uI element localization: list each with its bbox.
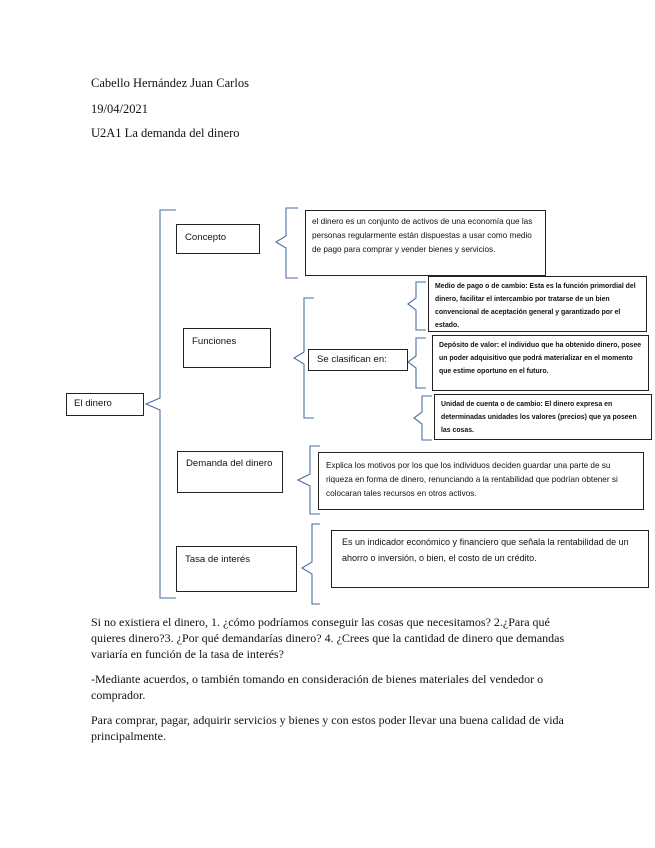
tasa-node — [176, 546, 297, 592]
concepto-brace — [276, 208, 298, 278]
answer-paragraph-2: Para comprar, pagar, adquirir servicios y bienes y con estos poder llevar una buena calidad de vida principalmente. — [91, 713, 564, 743]
concepto-label: Concepto — [185, 232, 227, 243]
funciones-label: Funciones — [192, 336, 237, 347]
item1-brace — [408, 282, 426, 330]
tasa-brace — [302, 524, 320, 604]
document-date: 19/04/2021 — [91, 102, 148, 116]
root-label: El dinero — [74, 398, 112, 409]
document-title: U2A1 La demanda del dinero — [91, 126, 240, 140]
concepto-description: el dinero es un conjunto de activos de una economía que las personas regularmente están dispuestas a usar como medio de pago para comprar y vender bienes y servicios. — [305, 210, 546, 276]
demanda-description: Explica los motivos por los que los individuos deciden guardar una parte de su riqueza en forma de dinero, renunciando a la rentabilidad que podrían obtener si colocaran tales recursos en otros activos. — [318, 452, 644, 510]
function-item-medio-de-pago: Medio de pago o de cambio: Esta es la función primordial del dinero, facilitar el intercambio por tratarse de un bien convencional de aceptación general y garantizado por el estado. — [428, 276, 647, 332]
root-node — [66, 393, 144, 416]
main-brace — [146, 210, 176, 598]
funciones-node — [183, 328, 271, 368]
clasifican-node: Se clasifican en: — [308, 349, 408, 371]
questions-paragraph: Si no existiera el dinero, 1. ¿cómo podríamos conseguir las cosas que necesitamos? 2.¿Para qué quieres dinero?3. ¿Por qué demandarías dinero? 4. ¿Crees que la cantidad de dinero que demandas variaría en función de la tasa de interés? — [91, 615, 565, 661]
tasa-description: Es un indicador económico y financiero que señala la rentabilidad de un ahorro o inversión, o bien, el costo de un crédito. — [331, 530, 649, 588]
author-name: Cabello Hernández Juan Carlos — [91, 76, 249, 90]
function-item-unidad-de-cuenta: Unidad de cuenta o de cambio: El dinero expresa en determinadas unidades los valores (precios) que ya poseen las cosas. — [434, 394, 652, 440]
function-item-deposito-de-valor: Depósito de valor: el individuo que ha obtenido dinero, posee un poder adquisitivo que podrá materializar en el momento que estime oportuno en el futuro. — [432, 335, 649, 391]
item3-brace — [414, 396, 432, 440]
concepto-node — [176, 224, 260, 254]
answer-paragraph-1: -Mediante acuerdos, o también tomando en consideración de bienes materiales del vendedor o comprador. — [91, 672, 544, 702]
demanda-brace — [298, 446, 320, 514]
demanda-node: Demanda del dinero — [177, 451, 283, 493]
item2-brace — [408, 338, 426, 388]
tasa-label: Tasa de interés — [185, 554, 251, 565]
